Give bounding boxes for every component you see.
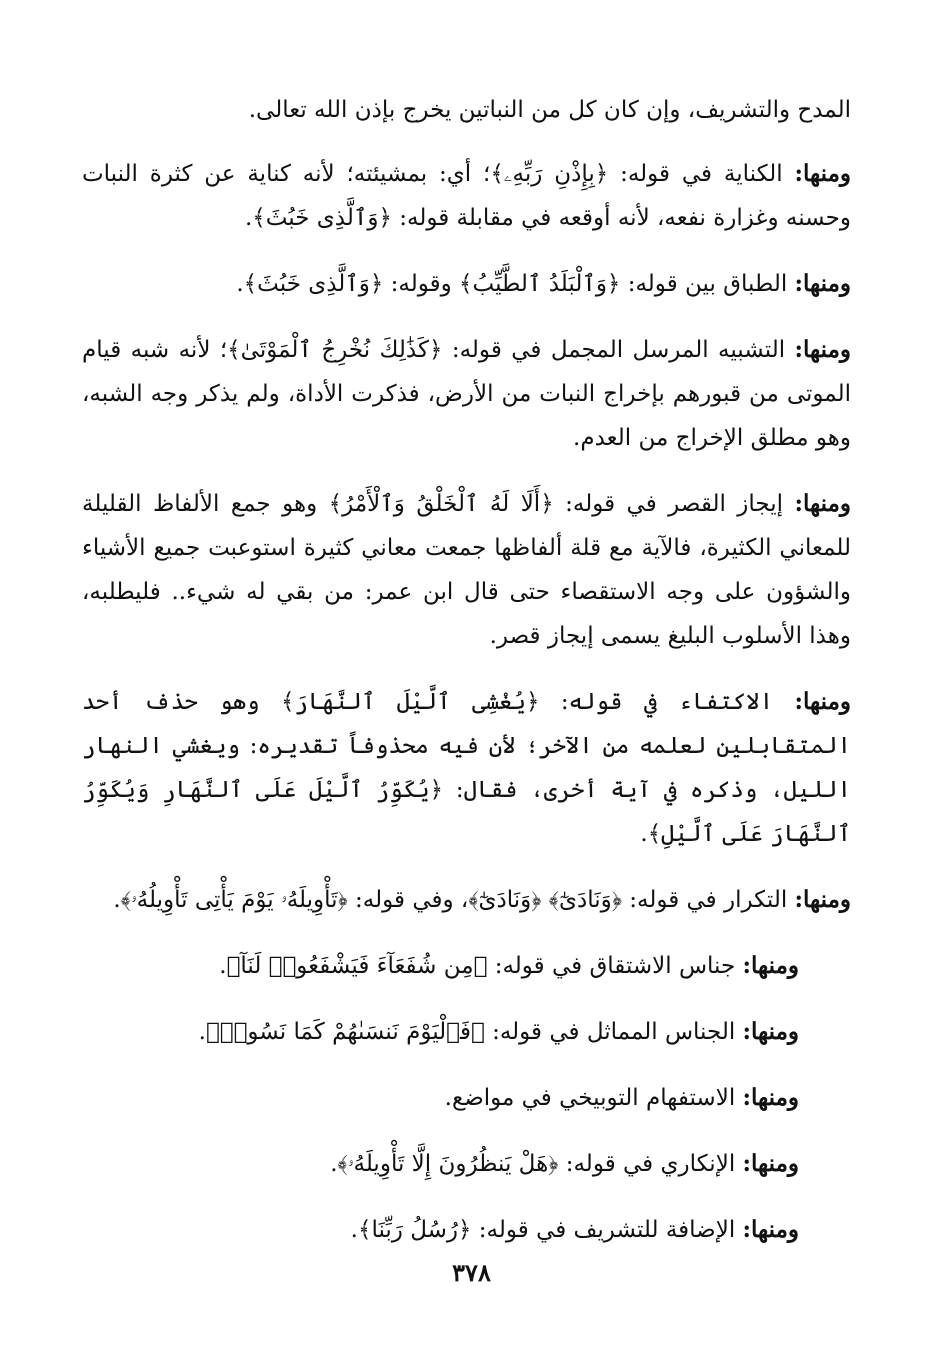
paragraph-lead: ومنها: (794, 688, 851, 715)
list-item (82, 1208, 799, 1252)
paragraph-text: إيجاز القصر في قوله: ﴿أَلَا لَهُ ٱلْخَلْقُ وَٱلْأَمْرُ﴾ وهو جمع الألفاظ القليلة للمعاني الكثيرة، فالآية مع قلة ألفاظها جمعت معاني كثيرة استوعبت جميع الأشياء والشؤون على وجه الاستقصاء حتى قال ابن عمر: من بقي له شيء.. فليطلبه، وهذا الأسلوب البليغ يسمى إيجاز قصر. (82, 491, 851, 649)
list-item-lead: ومنها: (742, 1150, 799, 1177)
paragraph-text: الطباق بين قوله: ﴿وَٱلْبَلَدُ ٱلطَّيِّبُ﴾ وقوله: ﴿وَٱلَّذِى خَبُثَ﴾. (236, 271, 795, 297)
paragraph-text: الاكتفاء في قوله: ﴿يُغْشِى ٱلَّيْلَ ٱلنَّهَارَ﴾ وهو حذف أحد المتقابلين لعلمه من الآخر؛ لأن فيه محذوفاً تقديره: ويغشي النهار الليل، وذكره في آية أخرى، فقال: ﴿يُكَوِّرُ ٱلَّيْلَ عَلَى ٱلنَّهَارِ وَيُكَوِّرُ ٱلنَّهَارَ عَلَى ٱلَّيْلِ﴾. (82, 689, 851, 847)
paragraph-lead: ومنها: (794, 160, 851, 187)
paragraph-iktifa (82, 680, 851, 856)
list-item (82, 1010, 799, 1054)
list-item-lead: ومنها: (742, 1216, 799, 1243)
paragraph-tashbih (82, 328, 851, 460)
list-item-lead: ومنها: (742, 1084, 799, 1111)
list-item (82, 1142, 799, 1186)
paragraph-lead: ومنها: (794, 886, 851, 913)
page-number: ٣٧٨ (452, 1258, 491, 1287)
paragraph-lead: ومنها: (794, 336, 851, 363)
paragraph-text: المدح والتشريف، وإن كان كل من النباتين يخرج بإذن الله تعالى. (248, 97, 851, 123)
list-item (82, 1076, 799, 1120)
list-item-text: الاستفهام التوبيخي في مواضع. (444, 1085, 743, 1111)
paragraph-ijaz (82, 482, 851, 658)
rhetoric-list (82, 944, 851, 1252)
paragraph-kinaya (82, 152, 851, 240)
paragraph-text: التكرار في قوله: ﴿وَنَادَىٰٓ﴾ ﴿وَنَادَىٰٓ﴾، وفي قوله: ﴿تَأْوِيلَهُۥ يَوْمَ يَأْتِى تَأْوِيلُهُۥ﴾. (113, 887, 795, 913)
paragraph-tikrar (82, 878, 851, 922)
list-item-text: الإضافة للتشريف في قوله: ﴿رُسُلُ رَبِّنَا﴾. (350, 1217, 743, 1243)
paragraph-continuation (82, 88, 851, 132)
list-item-text: الجناس المماثل في قوله: ﴿فَٱلْيَوْمَ نَنسَىٰهُمْ كَمَا نَسُوا۟﴾. (198, 1019, 743, 1045)
paragraph-lead: ومنها: (794, 490, 851, 517)
list-item-text: جناس الاشتقاق في قوله: ﴿مِن شُفَعَآءَ فَيَشْفَعُوا۟ لَنَآ﴾. (219, 953, 743, 979)
paragraph-text: الكناية في قوله: ﴿بِإِذْنِ رَبِّهِۦ﴾؛ أي: بمشيئته؛ لأنه كناية عن كثرة النبات وحسنه وغزارة نفعه، لأنه أوقعه في مقابلة قوله: ﴿وَٱلَّذِى خَبُثَ﴾. (82, 161, 851, 231)
paragraph-lead: ومنها: (794, 270, 851, 297)
list-item-lead: ومنها: (742, 1018, 799, 1045)
list-item (82, 944, 799, 988)
list-item-text: الإنكاري في قوله: ﴿هَلْ يَنظُرُونَ إِلَّا تَأْوِيلَهُۥ﴾. (330, 1151, 743, 1177)
list-item-lead: ومنها: (742, 952, 799, 979)
paragraph-text: التشبيه المرسل المجمل في قوله: ﴿كَذَٰلِكَ نُخْرِجُ ٱلْمَوْتَىٰ﴾؛ لأنه شبه قيام الموتى من قبورهم بإخراج النبات من الأرض، فذكرت الأداة، ولم يذكر وجه الشبه، وهو مطلق الإخراج من العدم. (82, 337, 851, 451)
paragraph-tibaq (82, 262, 851, 306)
